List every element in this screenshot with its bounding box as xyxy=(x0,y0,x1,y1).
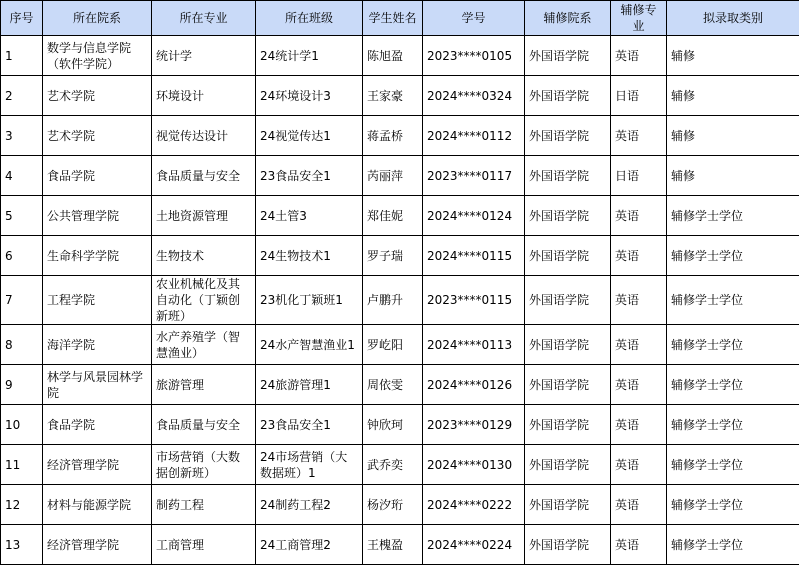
cell-admission-type: 辅修学士学位 xyxy=(667,405,799,445)
cell-seq: 8 xyxy=(1,325,43,365)
cell-name: 卢鹏升 xyxy=(363,276,423,325)
cell-name: 钟欣珂 xyxy=(363,405,423,445)
cell-student-id: 2024****0222 xyxy=(423,485,525,525)
cell-minor-college: 外国语学院 xyxy=(525,276,611,325)
cell-class: 24视觉传达1 xyxy=(256,116,363,156)
table-row xyxy=(1,365,799,405)
cell-minor-college: 外国语学院 xyxy=(525,485,611,525)
cell-college: 经济管理学院 xyxy=(43,445,152,485)
cell-college: 艺术学院 xyxy=(43,116,152,156)
cell-college: 食品学院 xyxy=(43,405,152,445)
header-minor-college: 辅修院系 xyxy=(525,1,611,36)
cell-college: 海洋学院 xyxy=(43,325,152,365)
cell-admission-type: 辅修学士学位 xyxy=(667,485,799,525)
cell-minor-major: 英语 xyxy=(611,365,667,405)
cell-student-id: 2024****0115 xyxy=(423,236,525,276)
cell-major: 统计学 xyxy=(152,36,256,76)
cell-student-id: 2024****0113 xyxy=(423,325,525,365)
cell-minor-major: 英语 xyxy=(611,276,667,325)
cell-admission-type: 辅修学士学位 xyxy=(667,196,799,236)
cell-admission-type: 辅修学士学位 xyxy=(667,325,799,365)
cell-minor-major: 英语 xyxy=(611,236,667,276)
cell-minor-college: 外国语学院 xyxy=(525,325,611,365)
cell-seq: 12 xyxy=(1,485,43,525)
cell-minor-major: 日语 xyxy=(611,156,667,196)
table-row xyxy=(1,76,799,116)
cell-class: 24旅游管理1 xyxy=(256,365,363,405)
cell-major: 农业机械化及其自动化（丁颖创新班） xyxy=(152,276,256,325)
cell-minor-college: 外国语学院 xyxy=(525,525,611,565)
cell-admission-type: 辅修 xyxy=(667,76,799,116)
cell-name: 武乔奕 xyxy=(363,445,423,485)
cell-seq: 6 xyxy=(1,236,43,276)
cell-name: 罗屹阳 xyxy=(363,325,423,365)
header-college: 所在院系 xyxy=(43,1,152,36)
header-minor-major: 辅修专业 xyxy=(611,1,667,36)
cell-student-id: 2024****0124 xyxy=(423,196,525,236)
cell-admission-type: 辅修学士学位 xyxy=(667,236,799,276)
cell-class: 24市场营销（大数据班）1 xyxy=(256,445,363,485)
cell-class: 24工商管理2 xyxy=(256,525,363,565)
cell-seq: 9 xyxy=(1,365,43,405)
cell-seq: 7 xyxy=(1,276,43,325)
table-row xyxy=(1,116,799,156)
cell-seq: 4 xyxy=(1,156,43,196)
cell-class: 24生物技术1 xyxy=(256,236,363,276)
cell-minor-major: 英语 xyxy=(611,445,667,485)
cell-admission-type: 辅修学士学位 xyxy=(667,276,799,325)
table-row xyxy=(1,525,799,565)
cell-major: 食品质量与安全 xyxy=(152,156,256,196)
cell-major: 土地资源管理 xyxy=(152,196,256,236)
cell-student-id: 2023****0115 xyxy=(423,276,525,325)
cell-seq: 11 xyxy=(1,445,43,485)
cell-name: 陈旭盈 xyxy=(363,36,423,76)
cell-minor-college: 外国语学院 xyxy=(525,156,611,196)
cell-major: 旅游管理 xyxy=(152,365,256,405)
cell-college: 数学与信息学院（软件学院） xyxy=(43,36,152,76)
cell-college: 工程学院 xyxy=(43,276,152,325)
cell-name: 周依雯 xyxy=(363,365,423,405)
table-row xyxy=(1,405,799,445)
cell-minor-major: 英语 xyxy=(611,405,667,445)
cell-class: 24土管3 xyxy=(256,196,363,236)
cell-class: 24环境设计3 xyxy=(256,76,363,116)
cell-seq: 1 xyxy=(1,36,43,76)
header-class: 所在班级 xyxy=(256,1,363,36)
cell-minor-major: 英语 xyxy=(611,485,667,525)
cell-major: 食品质量与安全 xyxy=(152,405,256,445)
cell-minor-major: 英语 xyxy=(611,196,667,236)
cell-name: 郑佳妮 xyxy=(363,196,423,236)
cell-name: 杨汐珩 xyxy=(363,485,423,525)
cell-student-id: 2024****0126 xyxy=(423,365,525,405)
cell-major: 工商管理 xyxy=(152,525,256,565)
cell-admission-type: 辅修学士学位 xyxy=(667,445,799,485)
header-name: 学生姓名 xyxy=(363,1,423,36)
cell-seq: 13 xyxy=(1,525,43,565)
cell-college: 材料与能源学院 xyxy=(43,485,152,525)
cell-name: 王槐盈 xyxy=(363,525,423,565)
cell-minor-major: 英语 xyxy=(611,36,667,76)
table-row xyxy=(1,36,799,76)
cell-class: 24水产智慧渔业1 xyxy=(256,325,363,365)
cell-student-id: 2023****0105 xyxy=(423,36,525,76)
cell-name: 王家豪 xyxy=(363,76,423,116)
cell-minor-major: 英语 xyxy=(611,116,667,156)
header-row xyxy=(1,1,799,36)
header-major: 所在专业 xyxy=(152,1,256,36)
cell-class: 24制药工程2 xyxy=(256,485,363,525)
table-row xyxy=(1,325,799,365)
cell-minor-college: 外国语学院 xyxy=(525,445,611,485)
cell-college: 公共管理学院 xyxy=(43,196,152,236)
cell-student-id: 2024****0324 xyxy=(423,76,525,116)
cell-class: 23食品安全1 xyxy=(256,156,363,196)
cell-seq: 10 xyxy=(1,405,43,445)
table-row xyxy=(1,236,799,276)
cell-minor-college: 外国语学院 xyxy=(525,236,611,276)
cell-admission-type: 辅修学士学位 xyxy=(667,525,799,565)
cell-student-id: 2023****0129 xyxy=(423,405,525,445)
table-row xyxy=(1,445,799,485)
cell-major: 视觉传达设计 xyxy=(152,116,256,156)
cell-minor-college: 外国语学院 xyxy=(525,405,611,445)
cell-minor-college: 外国语学院 xyxy=(525,36,611,76)
cell-major: 水产养殖学（智慧渔业） xyxy=(152,325,256,365)
cell-student-id: 2024****0112 xyxy=(423,116,525,156)
cell-student-id: 2024****0130 xyxy=(423,445,525,485)
cell-major: 制药工程 xyxy=(152,485,256,525)
header-seq: 序号 xyxy=(1,1,43,36)
table-row xyxy=(1,485,799,525)
cell-major: 环境设计 xyxy=(152,76,256,116)
cell-admission-type: 辅修 xyxy=(667,116,799,156)
cell-college: 艺术学院 xyxy=(43,76,152,116)
cell-admission-type: 辅修 xyxy=(667,36,799,76)
cell-name: 蒋孟桥 xyxy=(363,116,423,156)
cell-minor-college: 外国语学院 xyxy=(525,116,611,156)
cell-minor-major: 英语 xyxy=(611,525,667,565)
cell-name: 芮丽萍 xyxy=(363,156,423,196)
table-row xyxy=(1,156,799,196)
cell-minor-major: 日语 xyxy=(611,76,667,116)
cell-seq: 3 xyxy=(1,116,43,156)
cell-college: 生命科学学院 xyxy=(43,236,152,276)
header-admission-type: 拟录取类别 xyxy=(667,1,799,36)
cell-seq: 2 xyxy=(1,76,43,116)
cell-class: 23食品安全1 xyxy=(256,405,363,445)
cell-minor-college: 外国语学院 xyxy=(525,76,611,116)
cell-major: 市场营销（大数据创新班） xyxy=(152,445,256,485)
cell-major: 生物技术 xyxy=(152,236,256,276)
cell-college: 食品学院 xyxy=(43,156,152,196)
cell-student-id: 2023****0117 xyxy=(423,156,525,196)
cell-college: 经济管理学院 xyxy=(43,525,152,565)
cell-seq: 5 xyxy=(1,196,43,236)
cell-minor-major: 英语 xyxy=(611,325,667,365)
cell-class: 24统计学1 xyxy=(256,36,363,76)
cell-class: 23机化丁颖班1 xyxy=(256,276,363,325)
table-row xyxy=(1,276,799,325)
cell-minor-college: 外国语学院 xyxy=(525,196,611,236)
cell-student-id: 2024****0224 xyxy=(423,525,525,565)
header-student-id: 学号 xyxy=(423,1,525,36)
cell-college: 林学与风景园林学院 xyxy=(43,365,152,405)
cell-name: 罗子瑞 xyxy=(363,236,423,276)
table-row xyxy=(1,196,799,236)
cell-minor-college: 外国语学院 xyxy=(525,365,611,405)
cell-admission-type: 辅修学士学位 xyxy=(667,365,799,405)
cell-admission-type: 辅修 xyxy=(667,156,799,196)
